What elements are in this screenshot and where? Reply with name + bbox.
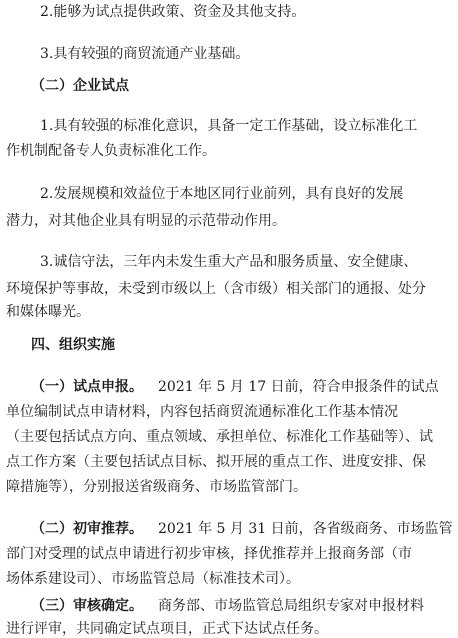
- line-text: 进行评审，共同确定试点项目，正式下达试点任务。: [6, 621, 328, 637]
- line-text: 2021 年 5 月 17 日前，符合申报条件的试点: [158, 379, 439, 395]
- line-text: 场体系建设司）、市场监管总局（标准技术司）。: [6, 571, 300, 587]
- line-text: 单位编制试点申请材料，内容包括商贸流通标准化工作基本情况: [6, 404, 398, 420]
- lead-label: （三）审核确定。: [31, 598, 143, 614]
- line-text: 商务部、市场监管总局组织专家对申报材料: [158, 598, 424, 614]
- line-text: 2.能够为试点提供政策、资金及其他支持。: [40, 4, 306, 20]
- line-text: （主要包括试点方向、重点领域、承担单位、标准化工作基础等）、试: [6, 429, 433, 445]
- heading-text: （二）企业试点: [31, 78, 129, 94]
- line-text: 作机制配备专人负责标准化工作。: [6, 143, 216, 159]
- heading-text: 四、组织实施: [31, 337, 115, 353]
- lead-label: （一）试点申报。: [31, 379, 143, 395]
- line-text: 和媒体曝光。: [6, 304, 90, 320]
- line-text: 2.发展规模和效益位于本地区同行业前列，具有良好的发展: [40, 186, 404, 202]
- line-text: 2021 年 5 月 31 日前，各省级商务、市场监管: [158, 521, 453, 537]
- line-text: 部门对受理的试点申请进行初步审核，择优推荐并上报商务部（市: [6, 546, 412, 562]
- line-text: 障措施等），分别报送省级商务、市场监管部门。: [6, 479, 307, 495]
- lead-label: （二）初审推荐。: [31, 521, 143, 537]
- line-text: 1.具有较强的标准化意识，具备一定工作基础，设立标准化工: [40, 118, 418, 134]
- line-text: 点工作方案（主要包括试点目标、拟开展的重点工作、进度安排、保: [6, 454, 426, 470]
- line-text: 3.具有较强的商贸流通产业基础。: [40, 46, 250, 62]
- line-text: 潜力，对其他企业具有明显的示范带动作用。: [6, 213, 286, 229]
- line-text: 环境保护等事故，未受到市级以上（含市级）相关部门的通报、处分: [6, 281, 426, 297]
- line-text: 3.诚信守法，三年内未发生重大产品和服务质量、安全健康、: [40, 254, 418, 270]
